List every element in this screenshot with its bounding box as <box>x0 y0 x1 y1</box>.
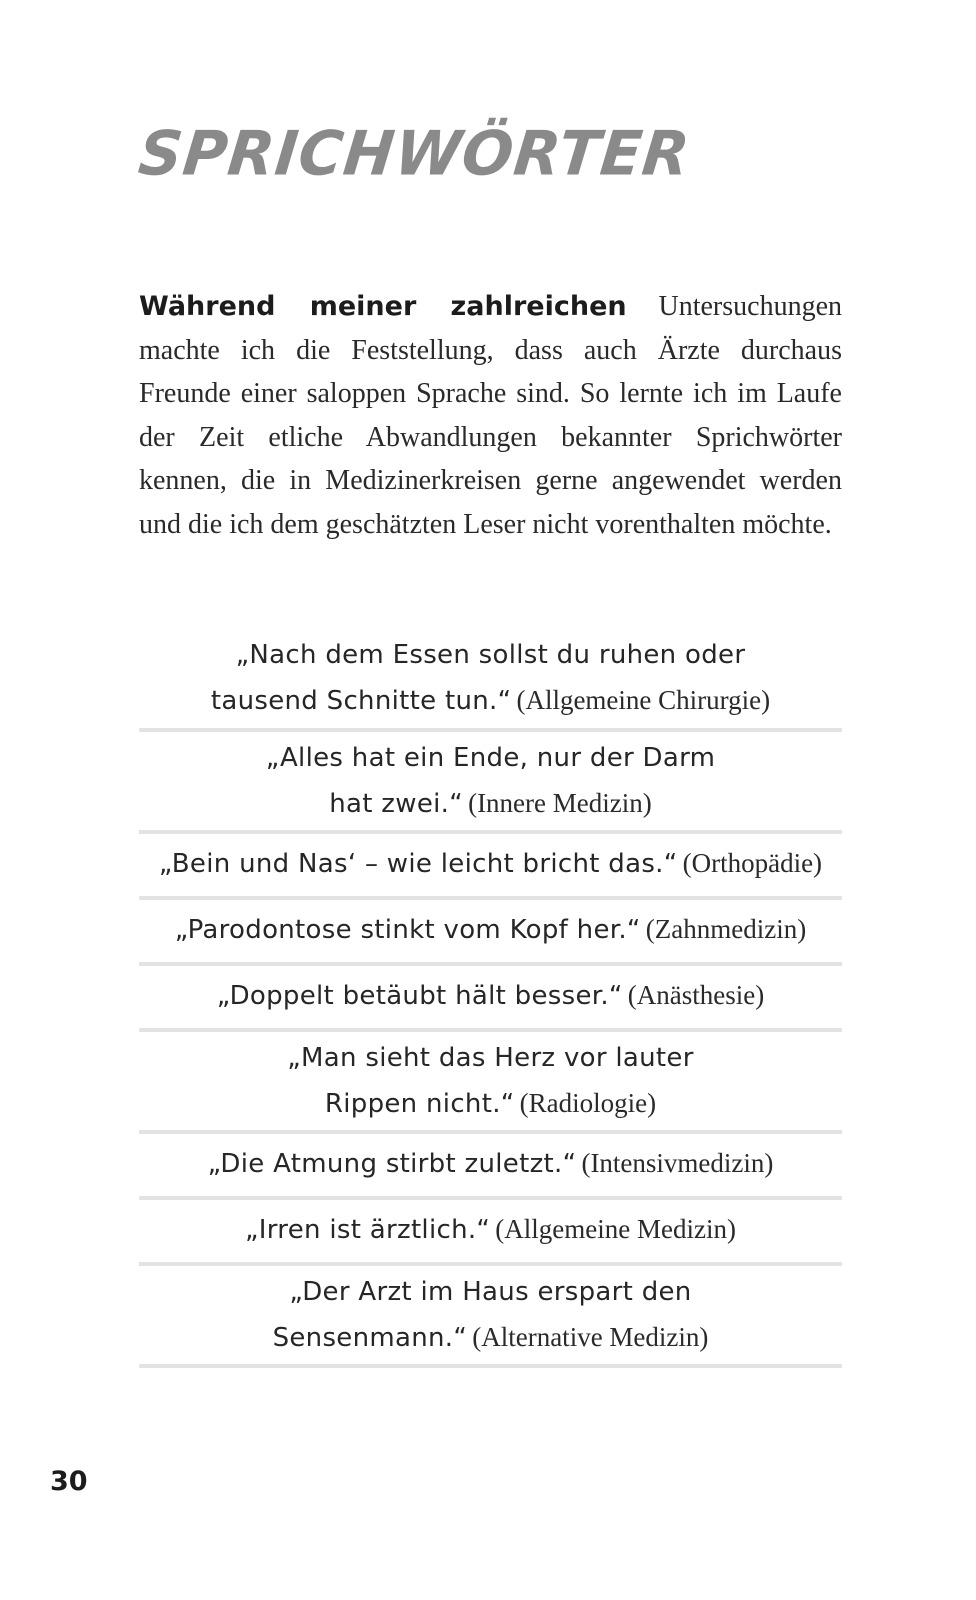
proverb-item <box>139 900 842 966</box>
page-number: 30 <box>50 1466 88 1497</box>
proverb-list <box>139 630 842 1368</box>
proverb-item <box>139 630 842 732</box>
proverb-source: (Intensivmedizin) <box>581 1148 774 1178</box>
proverb-quote: „Parodontose stinkt vom Kopf her.“ <box>174 915 641 945</box>
intro-lead: Während meiner zahlreichen <box>139 291 627 322</box>
proverb-source: (Orthopädie) <box>682 848 823 878</box>
proverb-quote: „Irren ist ärztlich.“ <box>245 1215 491 1245</box>
proverb-quote: „Alles hat ein Ende, nur der Darm <box>265 742 716 773</box>
proverb-quote: Sensenmann.“ <box>272 1322 468 1353</box>
proverb-quote: Rippen nicht.“ <box>324 1088 515 1119</box>
proverb-quote: „Bein und Nas‘ – wie leicht bricht das.“ <box>158 849 678 879</box>
page-title: SPRICHWÖRTER <box>135 118 694 190</box>
proverb-item <box>139 1134 842 1200</box>
proverb-source: (Zahnmedizin) <box>645 914 807 944</box>
proverb-quote: „Der Arzt im Haus erspart den <box>289 1276 692 1307</box>
intro-body: Untersuchungen machte ich die Feststellung, dass auch Ärzte durchaus Freunde einer saloppen Sprache sind. So lernte ich im Laufe der Zeit etliche Abwandlungen bekannter Sprichwörter kennen, die in Medizinerkreisen gerne angewendet werden und die ich dem geschätzten Leser nicht vorenthalten möchte. <box>139 291 842 540</box>
proverb-item <box>139 732 842 834</box>
proverb-item <box>139 834 842 900</box>
proverb-item <box>139 1200 842 1266</box>
proverb-quote: „Doppelt betäubt hält besser.“ <box>216 981 623 1011</box>
proverb-quote: „Man sieht das Herz vor lauter <box>287 1042 694 1073</box>
proverb-quote: tausend Schnitte tun.“ <box>210 685 512 716</box>
proverb-quote: „Die Atmung stirbt zuletzt.“ <box>207 1149 577 1179</box>
proverb-source: (Allgemeine Chirurgie) <box>516 684 771 715</box>
proverb-quote: „Nach dem Essen sollst du ruhen oder <box>235 639 746 670</box>
proverb-item <box>139 966 842 1032</box>
intro-paragraph <box>139 285 842 546</box>
proverb-item <box>139 1266 842 1368</box>
proverb-source: (Innere Medizin) <box>468 787 652 818</box>
proverb-source: (Alternative Medizin) <box>472 1321 709 1352</box>
proverb-source: (Anästhesie) <box>627 980 765 1010</box>
proverb-quote: hat zwei.“ <box>329 788 463 819</box>
proverb-item <box>139 1032 842 1134</box>
proverb-source: (Radiologie) <box>519 1087 657 1118</box>
proverb-source: (Allgemeine Medizin) <box>495 1214 736 1244</box>
